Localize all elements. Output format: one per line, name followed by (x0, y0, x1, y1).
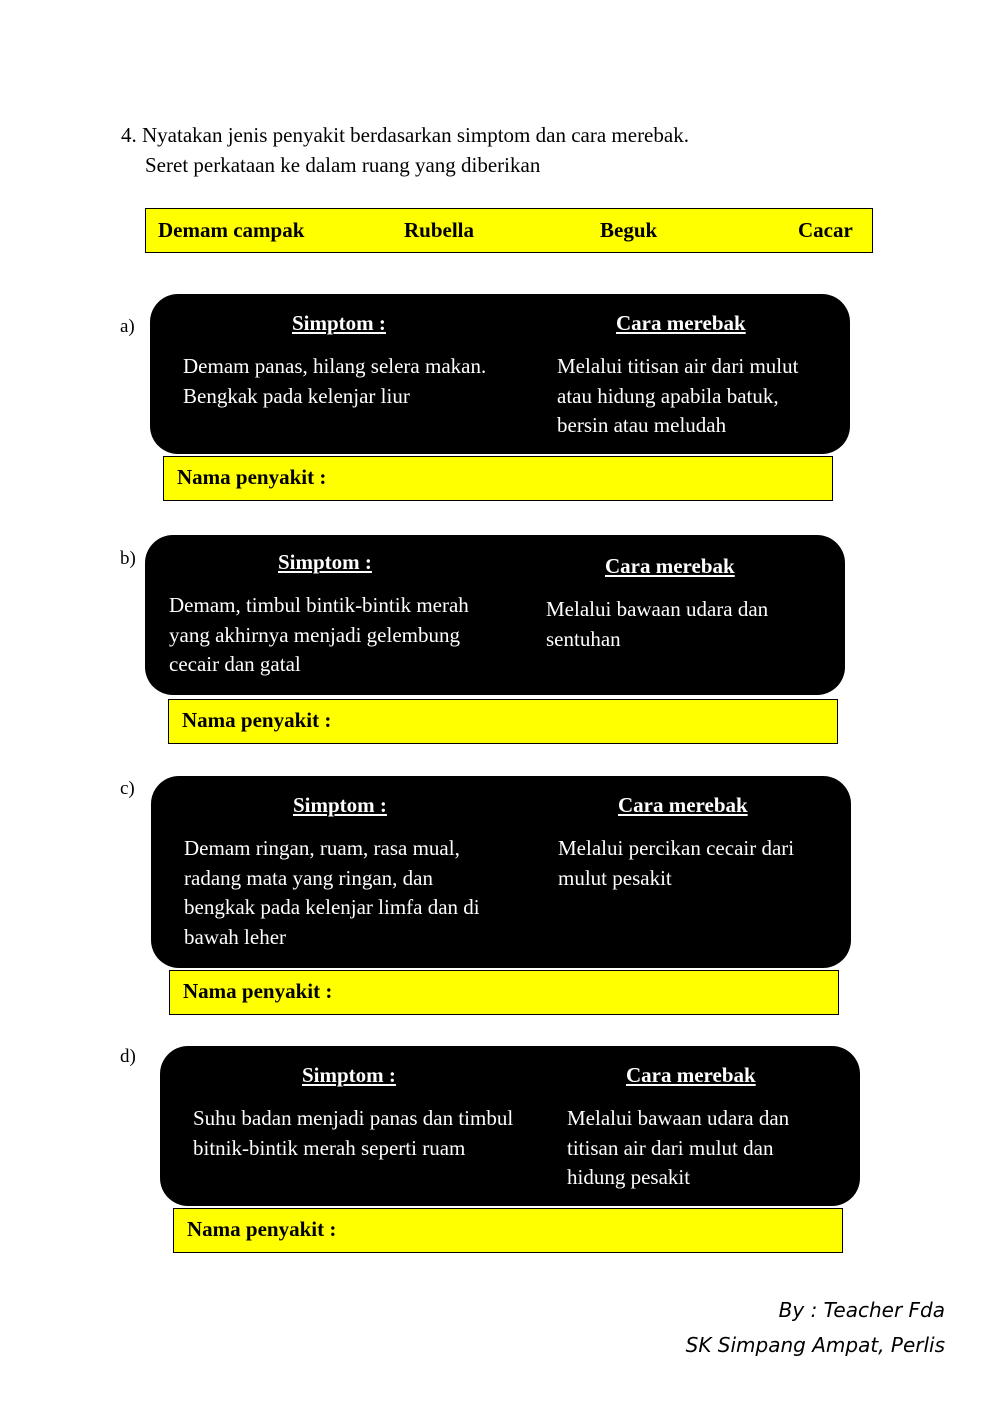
symptom-heading: Simptom : (292, 311, 386, 335)
item-label-b: b) (120, 548, 136, 569)
item-label-d: d) (120, 1046, 136, 1067)
spread-text: Melalui titisan air dari mulut atau hidung apabila batuk, bersin atau meludah (557, 354, 799, 437)
answer-dropzone-c[interactable] (169, 970, 839, 1015)
question-instructions (121, 120, 689, 180)
item-card-b (145, 535, 845, 695)
signature-school: SK Simpang Ampat, Perlis (685, 1333, 945, 1357)
word-beguk[interactable]: Beguk (600, 218, 658, 242)
word-demam-campak[interactable]: Demam campak (158, 218, 305, 242)
answer-label: Nama penyakit : (187, 1217, 337, 1241)
spread-heading: Cara merebak (616, 311, 746, 335)
symptom-heading: Simptom : (278, 550, 372, 574)
item-card-a (150, 294, 850, 454)
answer-dropzone-a[interactable] (163, 456, 833, 501)
item-card-c (151, 776, 851, 968)
spread-text: Melalui bawaan udara dan sentuhan (546, 597, 769, 651)
spread-text: Melalui percikan cecair dari mulut pesakit (558, 836, 795, 890)
question-line-2: Seret perkataan ke dalam ruang yang diberikan (145, 153, 541, 177)
spread-heading: Cara merebak (605, 554, 735, 578)
spread-heading: Cara merebak (618, 793, 748, 817)
answer-label: Nama penyakit : (177, 465, 327, 489)
word-bank (145, 208, 873, 253)
symptom-text: Demam, timbul bintik-bintik merah yang akhirnya menjadi gelembung cecair dan gatal (169, 593, 469, 676)
symptom-heading: Simptom : (293, 793, 387, 817)
answer-label: Nama penyakit : (182, 708, 332, 732)
symptom-text: Demam ringan, ruam, rasa mual, radang mata yang ringan, dan bengkak pada kelenjar limfa dan di bawah leher (184, 836, 480, 949)
symptom-heading: Simptom : (302, 1063, 396, 1087)
item-label-a: a) (120, 316, 135, 337)
spread-text: Melalui bawaan udara dan titisan air dari mulut dan hidung pesakit (567, 1106, 790, 1189)
word-rubella[interactable]: Rubella (404, 218, 475, 242)
answer-dropzone-d[interactable] (173, 1208, 843, 1253)
answer-label: Nama penyakit : (183, 979, 333, 1003)
word-cacar[interactable]: Cacar (798, 218, 853, 242)
symptom-text: Suhu badan menjadi panas dan timbul bitnik-bintik merah seperti ruam (193, 1106, 514, 1160)
item-label-c: c) (120, 778, 135, 799)
signature-author: By : Teacher Fda (778, 1298, 945, 1322)
answer-dropzone-b[interactable] (168, 699, 838, 744)
symptom-text: Demam panas, hilang selera makan. Bengkak pada kelenjar liur (183, 354, 487, 408)
question-line-1: 4. Nyatakan jenis penyakit berdasarkan simptom dan cara merebak. (121, 123, 689, 147)
item-card-d (160, 1046, 860, 1206)
spread-heading: Cara merebak (626, 1063, 756, 1087)
